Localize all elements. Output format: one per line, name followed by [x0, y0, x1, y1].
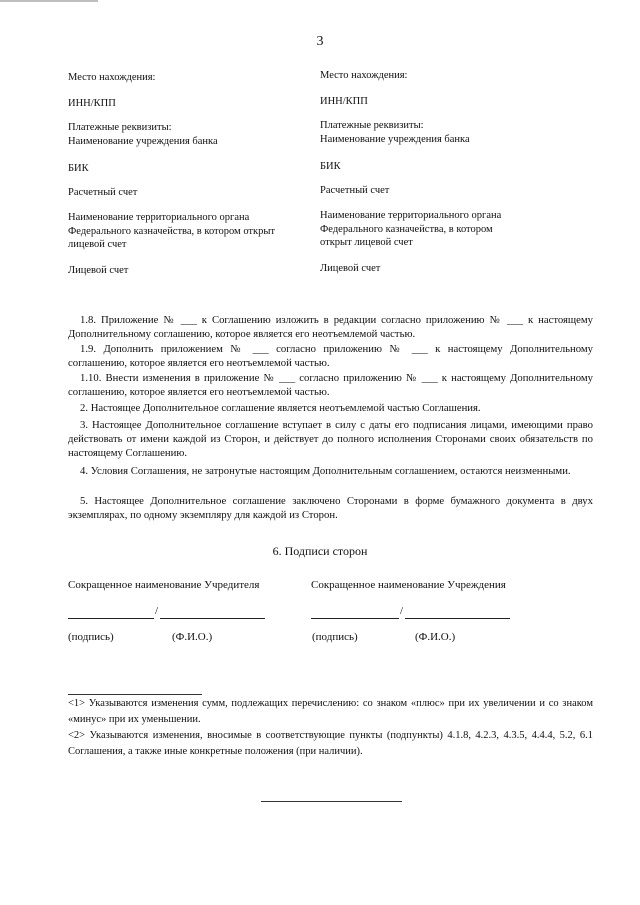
right-location-label: Место нахождения: [320, 70, 408, 81]
clause-1-9: 1.9. Дополнить приложением № ___ согласно приложению № ___ к настоящему Дополнительному соглашению, которое является его неотъемлемой частью. [68, 343, 593, 369]
institution-name-line [405, 618, 510, 619]
bottom-separator [261, 801, 402, 802]
founder-fio-label: (Ф.И.О.) [172, 631, 213, 643]
signatures-heading: 6. Подписи сторон [272, 544, 368, 558]
footnote-1: <1> Указываются изменения сумм, подлежащих перечислению: со знаком «плюс» при их увеличении и со знаком «минус» при их уменьшении. [68, 698, 593, 725]
page-number: 3 [316, 34, 324, 49]
clause-2: 2. Настоящее Дополнительное соглашение является неотъемлемой частью Соглашения. [80, 402, 481, 414]
institution-signature-label: (подпись) [312, 631, 358, 643]
clause-4: 4. Условия Соглашения, не затронутые настоящим Дополнительным соглашением, остаются неизменными. [80, 465, 571, 477]
footnote-separator [68, 694, 202, 695]
institution-signature-slash: / [400, 605, 404, 617]
top-edge-rule [0, 0, 98, 2]
left-bik-label: БИК [68, 163, 89, 174]
founder-name-heading: Сокращенное наименование Учредителя [68, 579, 260, 591]
right-inn-kpp-label: ИНН/КПП [320, 96, 368, 107]
founder-signature-label: (подпись) [68, 631, 114, 643]
right-treasury-body-label: Наименование территориального органа Федерального казначейства, в котором открыт лицевой счет [320, 210, 502, 248]
left-treasury-body-label: Наименование территориального органа Федерального казначейства, в котором открыт лицевой счет [68, 212, 276, 250]
right-bik-label: БИК [320, 161, 341, 172]
right-personal-account-label: Лицевой счет [320, 263, 381, 274]
clause-5: 5. Настоящее Дополнительное соглашение заключено Сторонами в форме бумажного документа в двух экземплярах, по одному экземпляру для каждой из Сторон. [68, 495, 593, 521]
institution-fio-label: (Ф.И.О.) [415, 631, 456, 643]
founder-signature-slash: / [155, 605, 159, 617]
right-payment-details-label: Платежные реквизиты: Наименование учреждения банка [320, 120, 470, 145]
institution-name-heading: Сокращенное наименование Учреждения [311, 579, 506, 591]
left-location-label: Место нахождения: [68, 72, 156, 83]
founder-name-line [160, 618, 265, 619]
left-personal-account-label: Лицевой счет [68, 265, 129, 276]
clause-1-8: 1.8. Приложение № ___ к Соглашению изложить в редакции согласно приложению № ___ к настоящему Дополнительному соглашению, которое является его неотъемлемой частью. [68, 314, 593, 340]
left-settlement-account-label: Расчетный счет [68, 187, 138, 198]
left-inn-kpp-label: ИНН/КПП [68, 98, 116, 109]
clause-3: 3. Настоящее Дополнительное соглашение вступает в силу с даты его подписания лицами, имеющими право действовать от имени каждой из Сторон, и действует до полного исполнения Сторонами своих обязательств по настоящему Соглашению. [68, 419, 593, 459]
footnote-2: <2> Указываются изменения, вносимые в соответствующие пункты (подпункты) 4.1.8, 4.2.3, 4.3.5, 4.4.4, 5.2, 6.1 Соглашения, а также иные конкретные положения (при наличии). [68, 730, 593, 757]
right-settlement-account-label: Расчетный счет [320, 185, 390, 196]
clause-1-10: 1.10. Внести изменения в приложение № ___ согласно приложению № ___ к настоящему Дополнительному соглашению, которое является его неотъемлемой частью. [68, 372, 593, 398]
left-payment-details-label: Платежные реквизиты: Наименование учреждения банка [68, 122, 218, 147]
institution-signature-line [311, 618, 399, 619]
founder-signature-line [68, 618, 154, 619]
